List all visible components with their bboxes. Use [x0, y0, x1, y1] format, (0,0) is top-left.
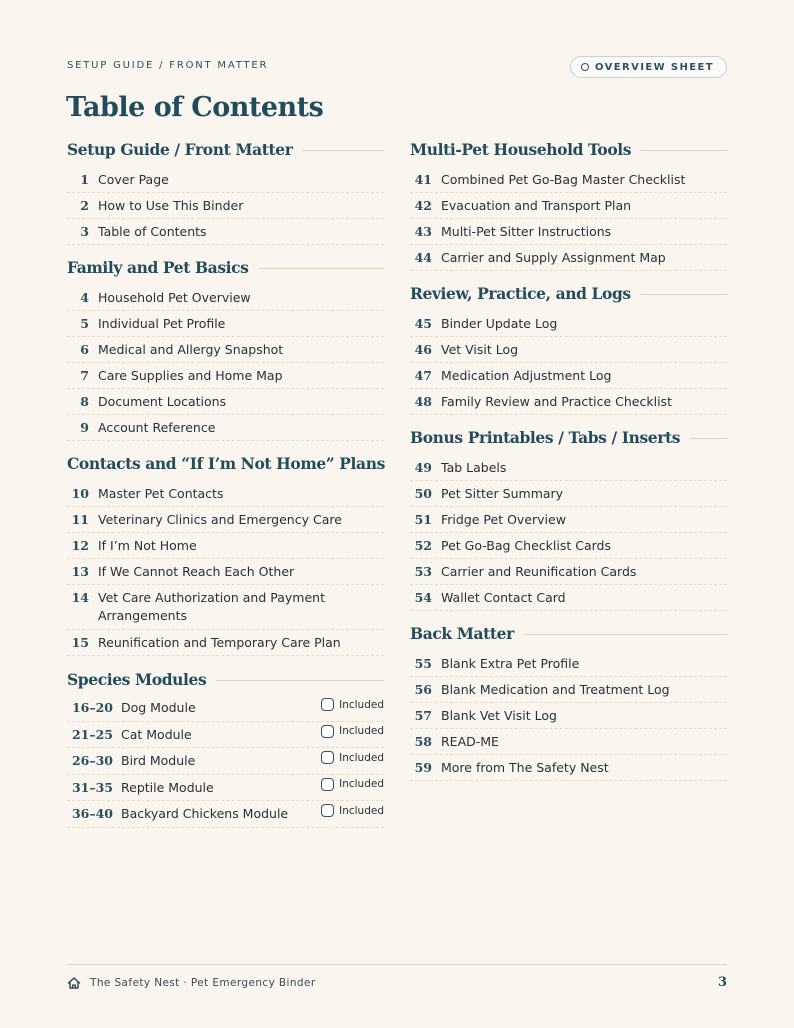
circle-icon [581, 63, 589, 71]
left-column [67, 140, 384, 828]
page-number: 43 [414, 224, 432, 239]
module-row[interactable] [67, 695, 384, 722]
toc-row[interactable] [67, 415, 384, 441]
entry-title: Vet Care Authorization and Payment Arrangements [98, 590, 325, 623]
page-footer [67, 964, 727, 1000]
page-number: 58 [414, 734, 432, 749]
toc-row[interactable] [410, 585, 727, 611]
page-number: 42 [414, 198, 432, 213]
entry-title: Account Reference [98, 420, 216, 435]
entry-title: Evacuation and Transport Plan [441, 198, 632, 213]
toc-row[interactable] [67, 559, 384, 585]
divider [259, 268, 384, 269]
section-heading [410, 428, 727, 447]
included-checkbox[interactable] [321, 804, 384, 817]
toc-row[interactable] [67, 630, 384, 656]
eyebrow: SETUP GUIDE / FRONT MATTER [67, 60, 269, 71]
page-number: 44 [414, 250, 432, 265]
entry-title: Document Locations [98, 394, 227, 409]
toc-row[interactable] [67, 337, 384, 363]
checkbox-label: Included [339, 751, 384, 764]
checkbox-label: Included [339, 804, 384, 817]
page-number: 59 [414, 760, 432, 775]
toc-row[interactable] [410, 455, 727, 481]
right-column [410, 140, 727, 781]
toc-row[interactable] [67, 219, 384, 245]
checkbox-icon[interactable] [321, 698, 334, 711]
entry-title: Blank Vet Visit Log [441, 708, 557, 723]
section-title: Bonus Printables / Tabs / Inserts [410, 428, 681, 447]
page-number: 51 [414, 512, 432, 527]
checkbox-icon[interactable] [321, 804, 334, 817]
toc-row[interactable] [410, 337, 727, 363]
page-number: 6 [80, 342, 89, 357]
entry-title: Pet Go-Bag Checklist Cards [441, 538, 611, 553]
entry-title: Fridge Pet Overview [441, 512, 566, 527]
page-number: 12 [71, 538, 89, 553]
page-number: 53 [414, 564, 432, 579]
entry-title: Tab Labels [441, 460, 507, 475]
page-number: 41 [414, 172, 432, 187]
included-checkbox[interactable] [321, 778, 384, 791]
toc-row[interactable] [67, 363, 384, 389]
page-number: 5 [80, 316, 89, 331]
page-number: 57 [414, 708, 432, 723]
entry-title: Reunification and Temporary Care Plan [98, 635, 341, 650]
entry-title: Care Supplies and Home Map [98, 368, 283, 383]
entry-title: More from The Safety Nest [441, 760, 609, 775]
entry-title: Multi-Pet Sitter Instructions [441, 224, 612, 239]
divider [524, 634, 727, 635]
page-number: 52 [414, 538, 432, 553]
page-number: 14 [71, 590, 89, 605]
checkbox-label: Included [339, 778, 384, 791]
badge-label: OVERVIEW SHEET [595, 61, 714, 73]
entry-title: Pet Sitter Summary [441, 486, 564, 501]
page-number-footer: 3 [717, 975, 727, 990]
entry-title: Blank Extra Pet Profile [441, 656, 580, 671]
entry-title: Blank Medication and Treatment Log [441, 682, 670, 697]
entry-title: Family Review and Practice Checklist [441, 394, 672, 409]
checkbox-icon[interactable] [321, 751, 334, 764]
entry-title: Binder Update Log [441, 316, 558, 331]
toc-row[interactable] [410, 193, 727, 219]
toc-row[interactable] [410, 245, 727, 271]
page-number: 3 [80, 224, 89, 239]
toc-row[interactable] [410, 703, 727, 729]
included-checkbox[interactable] [321, 725, 384, 738]
module-title: Reptile Module [121, 779, 214, 795]
section-title: Species Modules [67, 670, 207, 689]
page-number: 54 [414, 590, 432, 605]
module-title: Backyard Chickens Module [121, 806, 289, 822]
entry-title: Wallet Contact Card [441, 590, 566, 605]
page-number: 13 [71, 564, 89, 579]
toc-row[interactable] [410, 533, 727, 559]
entry-title: Individual Pet Profile [98, 316, 226, 331]
page-number: 49 [414, 460, 432, 475]
section-title: Setup Guide / Front Matter [67, 140, 293, 159]
toc-row[interactable] [67, 389, 384, 415]
toc-row[interactable] [67, 481, 384, 507]
toc-row[interactable] [410, 651, 727, 677]
entry-title: How to Use This Binder [98, 198, 244, 213]
home-icon [67, 976, 81, 990]
checkbox-label: Included [339, 725, 384, 738]
entry-title: Carrier and Reunification Cards [441, 564, 637, 579]
entry-title: If I’m Not Home [98, 538, 197, 553]
page-number: 1 [80, 172, 89, 187]
page-number: 56 [414, 682, 432, 697]
toc-row[interactable] [410, 363, 727, 389]
toc-row[interactable] [410, 677, 727, 703]
entry-title: Medical and Allergy Snapshot [98, 342, 284, 357]
toc-row[interactable] [410, 219, 727, 245]
entry-title: Vet Visit Log [441, 342, 519, 357]
module-title: Dog Module [121, 700, 196, 716]
entry-title: Veterinary Clinics and Emergency Care [98, 512, 342, 527]
toc-row[interactable] [410, 507, 727, 533]
page-number: 55 [414, 656, 432, 671]
entry-title: If We Cannot Reach Each Other [98, 564, 295, 579]
entry-title: Medication Adjustment Log [441, 368, 612, 383]
module-row[interactable] [67, 722, 384, 749]
entry-title: Combined Pet Go-Bag Master Checklist [441, 172, 686, 187]
section-heading [410, 284, 727, 303]
module-title: Cat Module [121, 726, 192, 742]
page-title: Table of Contents [66, 92, 324, 123]
toc-row[interactable] [67, 193, 384, 219]
page-range: 26–30 [71, 753, 113, 769]
toc-row[interactable] [410, 559, 727, 585]
overview-badge [570, 56, 727, 78]
section-heading [67, 140, 384, 159]
section-title: Back Matter [410, 624, 514, 643]
page-number: 11 [71, 512, 89, 527]
page-number: 47 [414, 368, 432, 383]
toc-row[interactable] [67, 285, 384, 311]
toc-row[interactable] [67, 507, 384, 533]
section-title: Multi-Pet Household Tools [410, 140, 632, 159]
entry-title: Master Pet Contacts [98, 486, 224, 501]
included-checkbox[interactable] [321, 698, 384, 711]
toc-row[interactable] [410, 481, 727, 507]
entry-title: Table of Contents [98, 224, 207, 239]
included-checkbox[interactable] [321, 751, 384, 764]
toc-row[interactable] [410, 755, 727, 781]
section-heading [67, 258, 384, 277]
section-title: Contacts and “If I’m Not Home” Plans [67, 454, 385, 473]
section-heading [410, 140, 727, 159]
module-row[interactable] [67, 748, 384, 775]
module-row[interactable] [67, 775, 384, 802]
page-range: 36–40 [71, 806, 113, 822]
toc-row[interactable] [67, 585, 384, 630]
entry-title: Cover Page [98, 172, 169, 187]
page-number: 45 [414, 316, 432, 331]
divider [641, 150, 727, 151]
divider [302, 150, 384, 151]
toc-row[interactable] [410, 729, 727, 755]
toc-row[interactable] [67, 311, 384, 337]
divider [690, 438, 727, 439]
checkbox-icon[interactable] [321, 725, 334, 738]
page-range: 21–25 [71, 726, 113, 742]
page-range: 16–20 [71, 700, 113, 716]
section-heading [67, 454, 384, 473]
page-number: 50 [414, 486, 432, 501]
toc-row[interactable] [410, 167, 727, 193]
section-title: Review, Practice, and Logs [410, 284, 631, 303]
entry-title: READ-ME [441, 734, 499, 749]
checkbox-label: Included [339, 698, 384, 711]
page-number: 10 [71, 486, 89, 501]
entry-title: Carrier and Supply Assignment Map [441, 250, 666, 265]
divider [216, 680, 384, 681]
section-title: Family and Pet Basics [67, 258, 249, 277]
toc-row[interactable] [410, 389, 727, 415]
divider [641, 294, 727, 295]
toc-row[interactable] [67, 167, 384, 193]
footer-text: The Safety Nest · Pet Emergency Binder [90, 976, 316, 989]
section-heading [410, 624, 727, 643]
page-number: 4 [80, 290, 89, 305]
toc-row[interactable] [410, 311, 727, 337]
checkbox-icon[interactable] [321, 778, 334, 791]
page-number: 8 [80, 394, 89, 409]
module-title: Bird Module [121, 753, 196, 769]
toc-row[interactable] [67, 533, 384, 559]
page-number: 15 [71, 635, 89, 650]
page-range: 31–35 [71, 779, 113, 795]
entry-title: Household Pet Overview [98, 290, 251, 305]
page-number: 7 [80, 368, 89, 383]
page-number: 9 [80, 420, 89, 435]
page-number: 46 [414, 342, 432, 357]
page-number: 48 [414, 394, 432, 409]
module-row[interactable] [67, 801, 384, 828]
section-heading [67, 670, 384, 689]
page-number: 2 [80, 198, 89, 213]
